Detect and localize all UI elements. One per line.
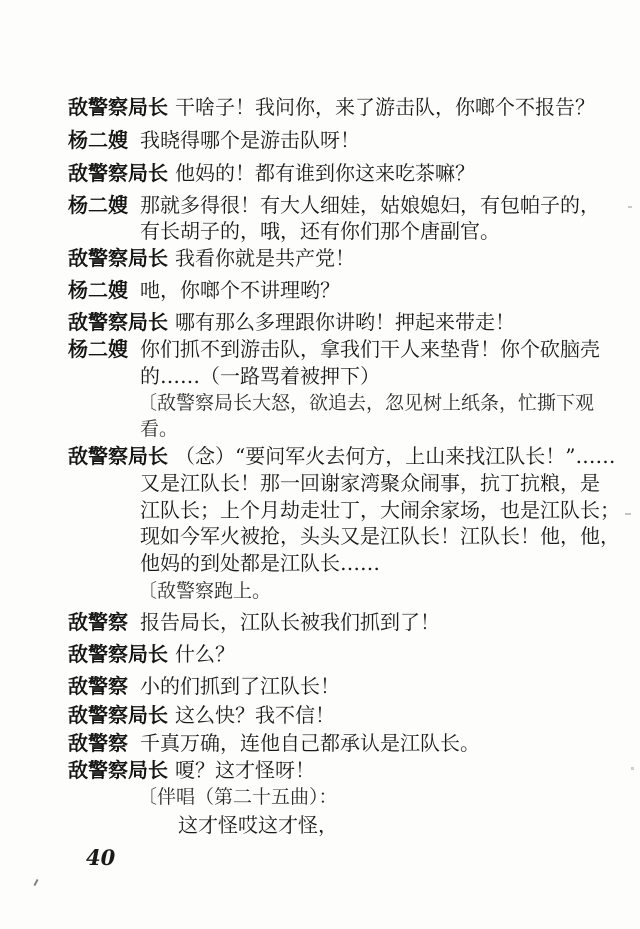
script-line (68, 161, 475, 188)
dialogue-text: 的……（一路骂着被押下） (140, 364, 380, 388)
scan-artifact (628, 206, 632, 208)
scan-artifact (625, 513, 631, 515)
script-line (68, 731, 480, 758)
script-line (68, 193, 600, 220)
script-line (68, 758, 315, 785)
dialogue-text: 吔，你啷个不讲理哟？ (140, 278, 340, 302)
stage-direction-text: 看。 (140, 418, 179, 440)
script-line (68, 278, 340, 305)
dialogue-text: 有长胡子的，哦，还有你们那个唐副官。 (140, 219, 500, 243)
speaker-name: 敌警察 (68, 610, 128, 634)
dialogue-text: 那就多得很！有大人细娃，姑娘媳妇，有包帕子的， (140, 193, 600, 217)
stage-direction-text: 〔敌警察局长大怒，欲追去，忽见树上纸条，忙撕下观 (138, 392, 595, 414)
script-line (68, 703, 335, 730)
speaker-name: 杨二嫂 (68, 128, 128, 152)
speaker-name: 敌警察局长 (68, 703, 168, 727)
stage-direction-text: 〔敌警察跑上。 (138, 580, 272, 602)
speaker-name: 敌警察局长 (68, 246, 168, 270)
dialogue-text: （念）“要问军火去何方，上山来找江队长！”…… (175, 444, 616, 468)
speaker-name: 敌警察局长 (68, 95, 168, 119)
dialogue-text: 他妈的！都有谁到你这来吃茶嘛？ (175, 161, 475, 185)
script-line (68, 337, 600, 364)
speaker-name: 敌警察局长 (68, 642, 168, 666)
dialogue-text: 小的们抓到了江队长！ (140, 674, 340, 698)
scan-artifact (205, 237, 207, 239)
page-number: 40 (86, 845, 116, 870)
dialogue-text: 这么快？我不信！ (175, 703, 335, 727)
scan-artifact (631, 767, 634, 770)
speaker-name: 杨二嫂 (68, 278, 128, 302)
speaker-name: 敌警察 (68, 731, 128, 755)
dialogue-text: 他妈的到处都是江队长…… (140, 551, 380, 575)
dialogue-text: 你们抓不到游击队，拿我们干人来垫背！你个砍脑壳 (140, 337, 600, 361)
speaker-name: 杨二嫂 (68, 193, 128, 217)
script-line (68, 310, 515, 337)
script-line (68, 95, 595, 122)
scan-artifact (33, 879, 38, 886)
script-line (68, 444, 616, 471)
dialogue-text: 嗄？这才怪呀！ (175, 758, 315, 782)
stage-direction-text: 〔伴唱（第二十五曲）： (138, 786, 338, 808)
script-line (68, 128, 360, 155)
speaker-name: 敌警察局长 (68, 310, 168, 334)
dialogue-text: 我晓得哪个是游击队呀！ (140, 128, 360, 152)
speaker-name: 敌警察局长 (68, 161, 168, 185)
dialogue-text: 报告局长，江队长被我们抓到了！ (140, 610, 440, 634)
dialogue-text: 我看你就是共产党！ (175, 246, 355, 270)
dialogue-text: 千真万确，连他自己都承认是江队长。 (140, 731, 480, 755)
script-line (68, 674, 340, 701)
speaker-name: 敌警察 (68, 674, 128, 698)
speaker-name: 敌警察局长 (68, 758, 168, 782)
dialogue-text: 现如今军火被抢，头头又是江队长！江队长！他，他， (140, 524, 620, 548)
script-line (68, 642, 235, 669)
dialogue-text: 又是江队长！那一回谢家湾聚众闹事，抗丁抗粮，是 (140, 471, 600, 495)
speaker-name: 敌警察局长 (68, 444, 168, 468)
verse-text: 这才怪哎这才怪， (178, 813, 338, 837)
dialogue-text: 哪有那么多理跟你讲哟！押起来带走！ (175, 310, 515, 334)
speaker-name: 杨二嫂 (68, 337, 128, 361)
dialogue-text: 什么？ (175, 642, 235, 666)
script-line (68, 246, 355, 273)
dialogue-text: 干啥子！我问你，来了游击队，你啷个不报告？ (175, 95, 595, 119)
script-line (68, 610, 440, 637)
dialogue-text: 江队长；上个月劫走壮丁，大闹余家场，也是江队长； (140, 498, 620, 522)
